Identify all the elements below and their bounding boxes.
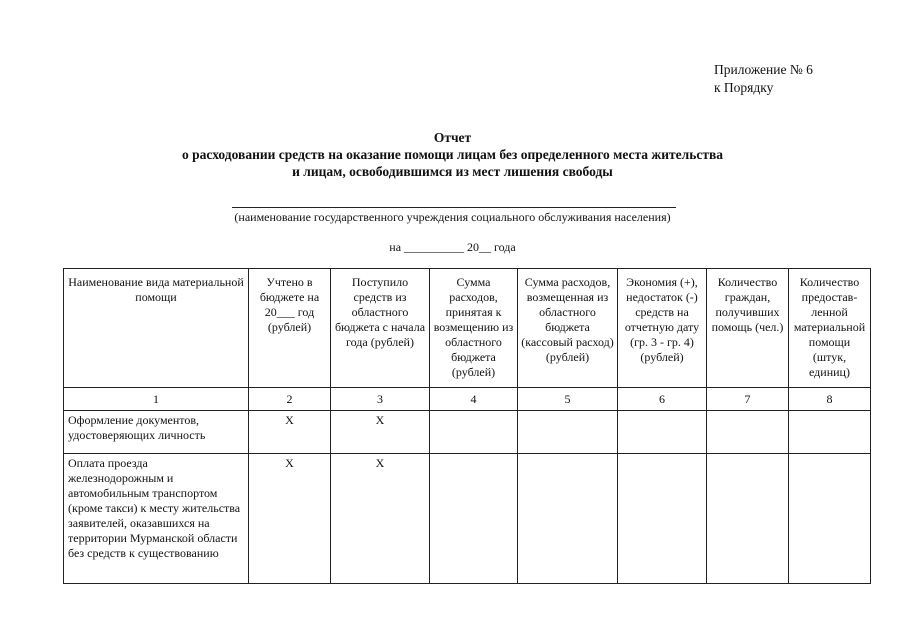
column-number: 3 <box>331 388 430 411</box>
table-cell: Х <box>249 411 331 454</box>
column-number-row <box>64 388 871 411</box>
table-cell: Х <box>249 454 331 584</box>
header-cell: Сумма расходов, принятая к возмещению из областного бюджета (рублей) <box>430 269 518 388</box>
table-cell <box>789 411 871 454</box>
aid-type-name: Оформление документов, удостоверяющих личность <box>64 411 249 454</box>
column-number: 7 <box>707 388 789 411</box>
table-cell <box>430 411 518 454</box>
table-cell: Х <box>331 411 430 454</box>
table-cell <box>518 411 618 454</box>
title-line-2: о расходовании средств на оказание помощи лицам без определенного места жительства <box>182 147 723 162</box>
table-row <box>64 411 871 454</box>
header-cell: Количество граждан, получивших помощь (чел.) <box>707 269 789 388</box>
title-line-1: Отчет <box>433 130 472 145</box>
aid-type-name: Оплата проезда железнодорожным и автомобильным транспортом (кроме такси) к месту жительства заявителей, оказавшихся на территории Мурманской области без средств к существованию <box>64 454 249 584</box>
annex-label <box>714 61 813 97</box>
column-number: 6 <box>618 388 707 411</box>
header-cell: Количество предостав-ленной материальной помощи (штук, единиц) <box>789 269 871 388</box>
header-cell: Поступило средств из областного бюджета с начала года (рублей) <box>331 269 430 388</box>
report-title <box>0 129 905 180</box>
table-row <box>64 454 871 584</box>
report-table <box>63 268 871 584</box>
header-cell: Экономия (+), недостаток (-) средств на отчетную дату (гр. 3 - гр. 4) (рублей) <box>618 269 707 388</box>
table-cell <box>430 454 518 584</box>
institution-caption: (наименование государственного учреждения социального обслуживания населения) <box>234 210 671 224</box>
report-date-line: на __________ 20__ года <box>389 240 516 254</box>
title-line-3: и лицам, освободившимся из мест лишения свободы <box>292 164 613 179</box>
table-cell <box>618 454 707 584</box>
table-cell <box>789 454 871 584</box>
header-cell: Учтено в бюджете на 20___ год (рублей) <box>249 269 331 388</box>
annex-number: Приложение № 6 <box>714 62 813 77</box>
institution-name-line <box>232 207 676 208</box>
column-number: 1 <box>64 388 249 411</box>
column-number: 8 <box>789 388 871 411</box>
table-cell: Х <box>331 454 430 584</box>
table-cell <box>707 411 789 454</box>
column-number: 4 <box>430 388 518 411</box>
annex-reference: к Порядку <box>714 80 774 95</box>
header-row <box>64 269 871 388</box>
table-cell <box>518 454 618 584</box>
table-cell <box>618 411 707 454</box>
column-number: 5 <box>518 388 618 411</box>
column-number: 2 <box>249 388 331 411</box>
header-cell: Сумма расходов, возмещенная из областного бюджета (кассовый расход) (рублей) <box>518 269 618 388</box>
header-cell: Наименование вида материальной помощи <box>64 269 249 388</box>
table-cell <box>707 454 789 584</box>
